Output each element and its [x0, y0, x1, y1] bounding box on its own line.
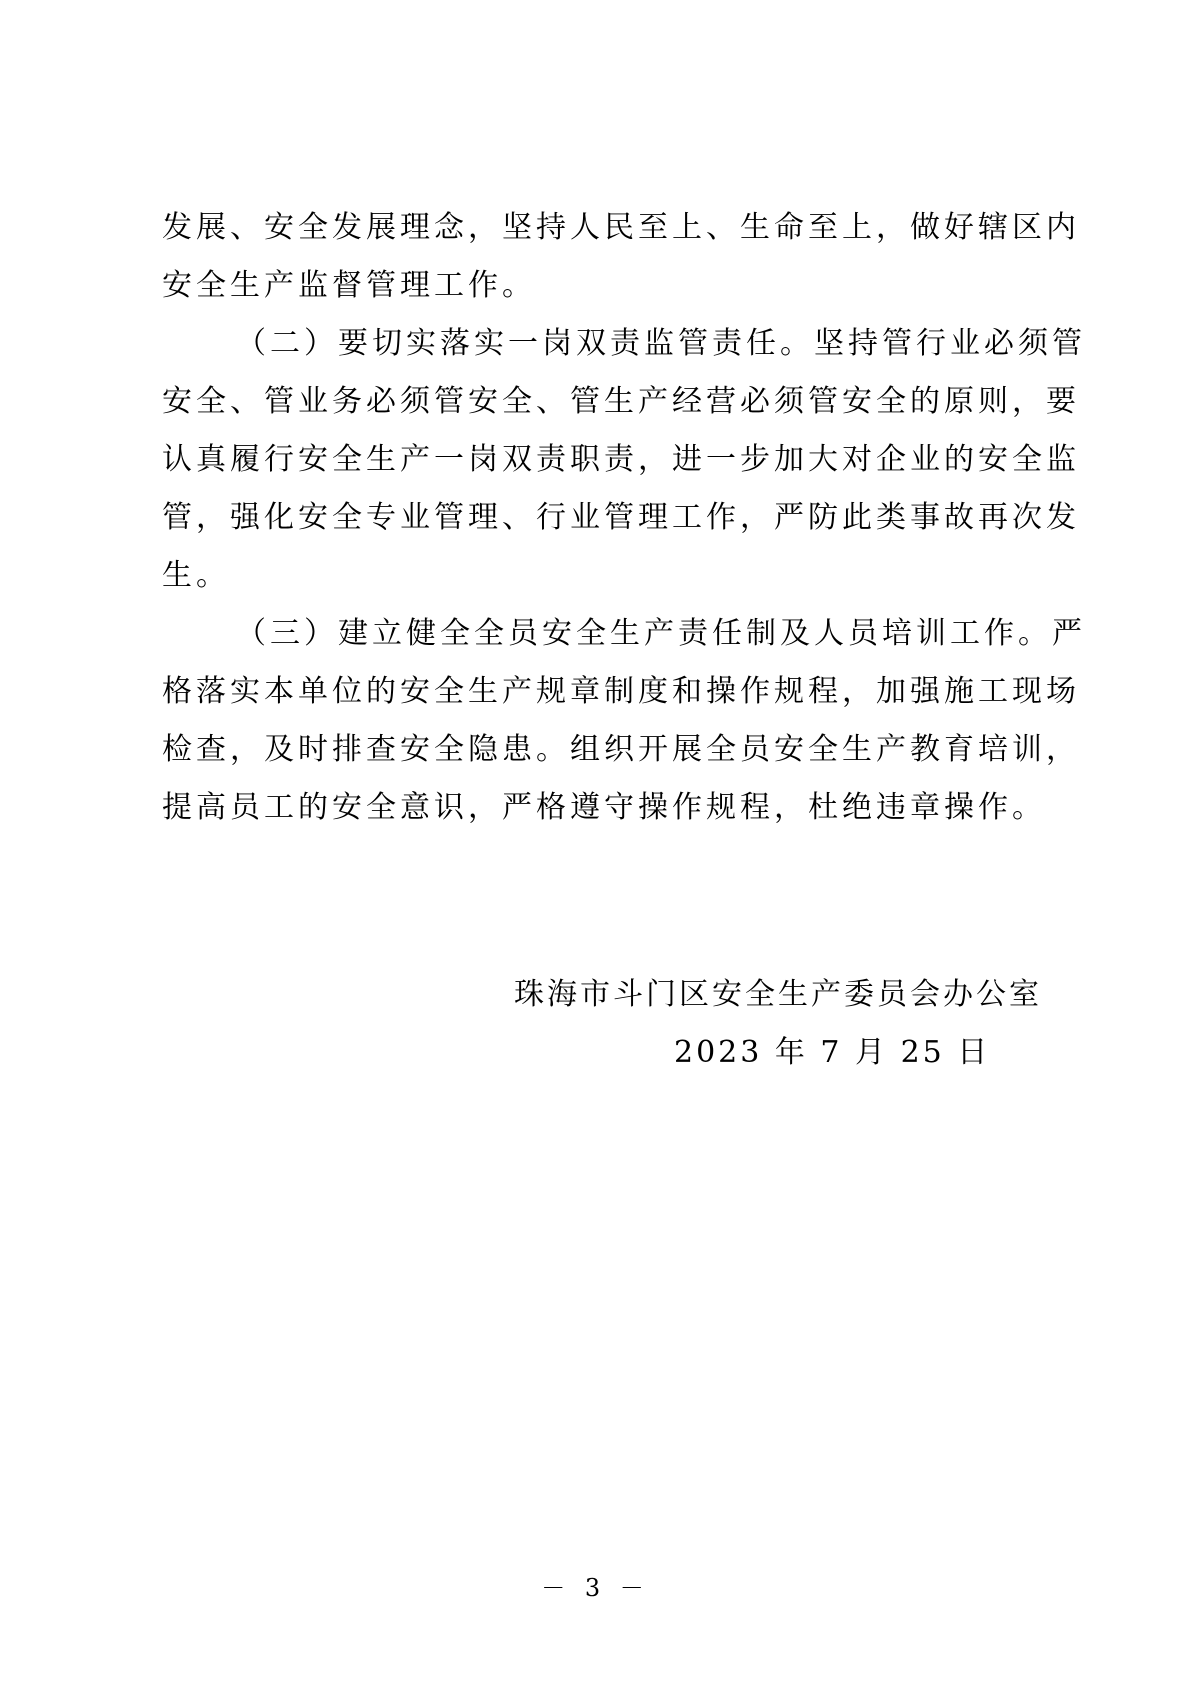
signature-date: 2023 年 7 月 25 日: [674, 1035, 991, 1070]
paragraph-2-line-1: （二）要切实落实一岗双责监管责任。坚持管行业必须管: [236, 326, 1086, 361]
signature-organization: 珠海市斗门区安全生产委员会办公室: [514, 977, 1042, 1012]
paragraph-3-line-4: 提高员工的安全意识，严格遵守操作规程，杜绝违章操作。: [162, 790, 1046, 825]
paragraph-3-line-1: （三）建立健全全员安全生产责任制及人员培训工作。严: [236, 616, 1086, 651]
paragraph-2-line-2: 安全、管业务必须管安全、管生产经营必须管安全的原则，要: [162, 384, 1080, 419]
page-number: － 3 －: [541, 1574, 650, 1602]
paragraph-2-line-3: 认真履行安全生产一岗双责职责，进一步加大对企业的安全监: [162, 442, 1080, 477]
paragraph-3-line-2: 格落实本单位的安全生产规章制度和操作规程，加强施工现场: [162, 674, 1080, 709]
paragraph-2-line-4: 管，强化安全专业管理、行业管理工作，严防此类事故再次发: [162, 500, 1080, 535]
paragraph-2-line-5: 生。: [162, 558, 230, 593]
paragraph-1-line-2: 安全生产监督管理工作。: [162, 268, 536, 303]
paragraph-3-line-3: 检查，及时排查安全隐患。组织开展全员安全生产教育培训，: [162, 732, 1080, 767]
paragraph-1-line-1: 发展、安全发展理念，坚持人民至上、生命至上，做好辖区内: [162, 210, 1080, 245]
